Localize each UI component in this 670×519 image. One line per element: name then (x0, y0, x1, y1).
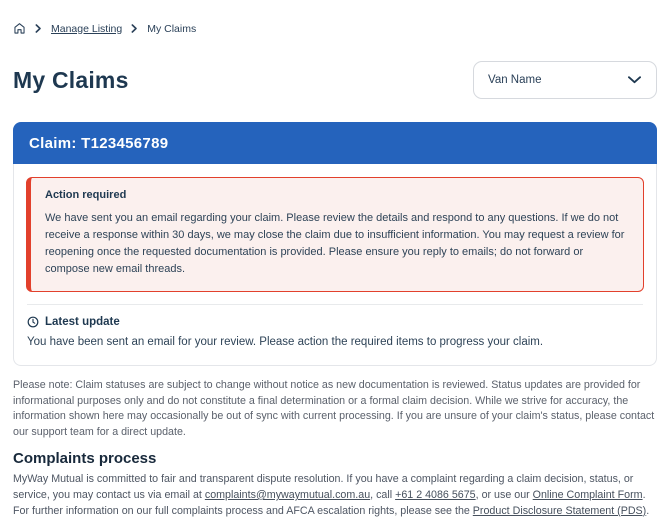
page-title: My Claims (13, 66, 129, 93)
paragraph-text: , or use our (475, 488, 533, 501)
page (0, 22, 670, 519)
divider (27, 304, 643, 305)
dropdown-selected-value: Van Name (488, 74, 542, 86)
complaints-process-heading: Complaints process (13, 450, 157, 468)
chevron-right-icon (131, 24, 138, 33)
claim-card (13, 122, 657, 366)
paragraph-text: . For further information on our full complaints process and AFCA escalation rights, please see the (13, 488, 646, 517)
latest-update-title: Latest update (45, 316, 120, 328)
paragraph-text: . (646, 504, 650, 517)
status-disclaimer-note: Please note: Claim statuses are subject to change without notice as new documentation is reviewed. Status updates are provided for informational purposes only and do not constitute a final determination or a formal claim decision. While we strive for accuracy, the information shown here may occasionally be out of sync with current processing. If you are unsure of your claim's status, please contact our support team for a direct update. (13, 379, 655, 438)
alert-message: We have sent you an email regarding your claim. Please review the details and respond to any questions. If we do not receive a response within 30 days, we may close the claim due to insufficient information. You may request a review for reopening once the requested documentation is provided. Please ensure you reply to emails; do not forward or compose new email threads. (45, 212, 625, 275)
latest-update-header (26, 316, 644, 328)
breadcrumb (13, 22, 657, 35)
breadcrumb-link-manage-listing[interactable]: Manage Listing (51, 22, 123, 35)
page-header (13, 61, 657, 99)
complaints-paragraph (13, 472, 657, 519)
phone-link[interactable]: +61 2 4086 5675 (395, 488, 476, 501)
claim-card-body (13, 164, 657, 366)
van-name-dropdown[interactable] (473, 61, 657, 99)
clock-icon (27, 316, 39, 328)
chevron-right-icon (35, 24, 42, 33)
email-link[interactable]: complaints@mywaymutual.com.au (204, 488, 371, 501)
claim-number-title: Claim: T123456789 (29, 134, 169, 152)
home-icon[interactable] (13, 22, 26, 35)
paragraph-text: MyWay Mutual is committed to fair and transparent dispute resolution. If you have a complaint regarding a claim decision, status, or service, you may contact us via email at (13, 473, 634, 501)
breadcrumb-current-my-claims: My Claims (147, 22, 197, 35)
action-required-alert (26, 177, 644, 292)
online-complaint-form-link[interactable]: Online Complaint Form (532, 488, 643, 501)
latest-update-message: You have been sent an email for your review. Please action the required items to progress your claim. (27, 336, 544, 348)
pds-link[interactable]: Product Disclosure Statement (PDS) (472, 504, 647, 517)
paragraph-text: , call (370, 488, 396, 501)
latest-update-section (26, 316, 644, 350)
alert-title: Action required (45, 189, 127, 201)
claim-header-banner (13, 122, 657, 164)
chevron-down-icon (628, 76, 641, 84)
